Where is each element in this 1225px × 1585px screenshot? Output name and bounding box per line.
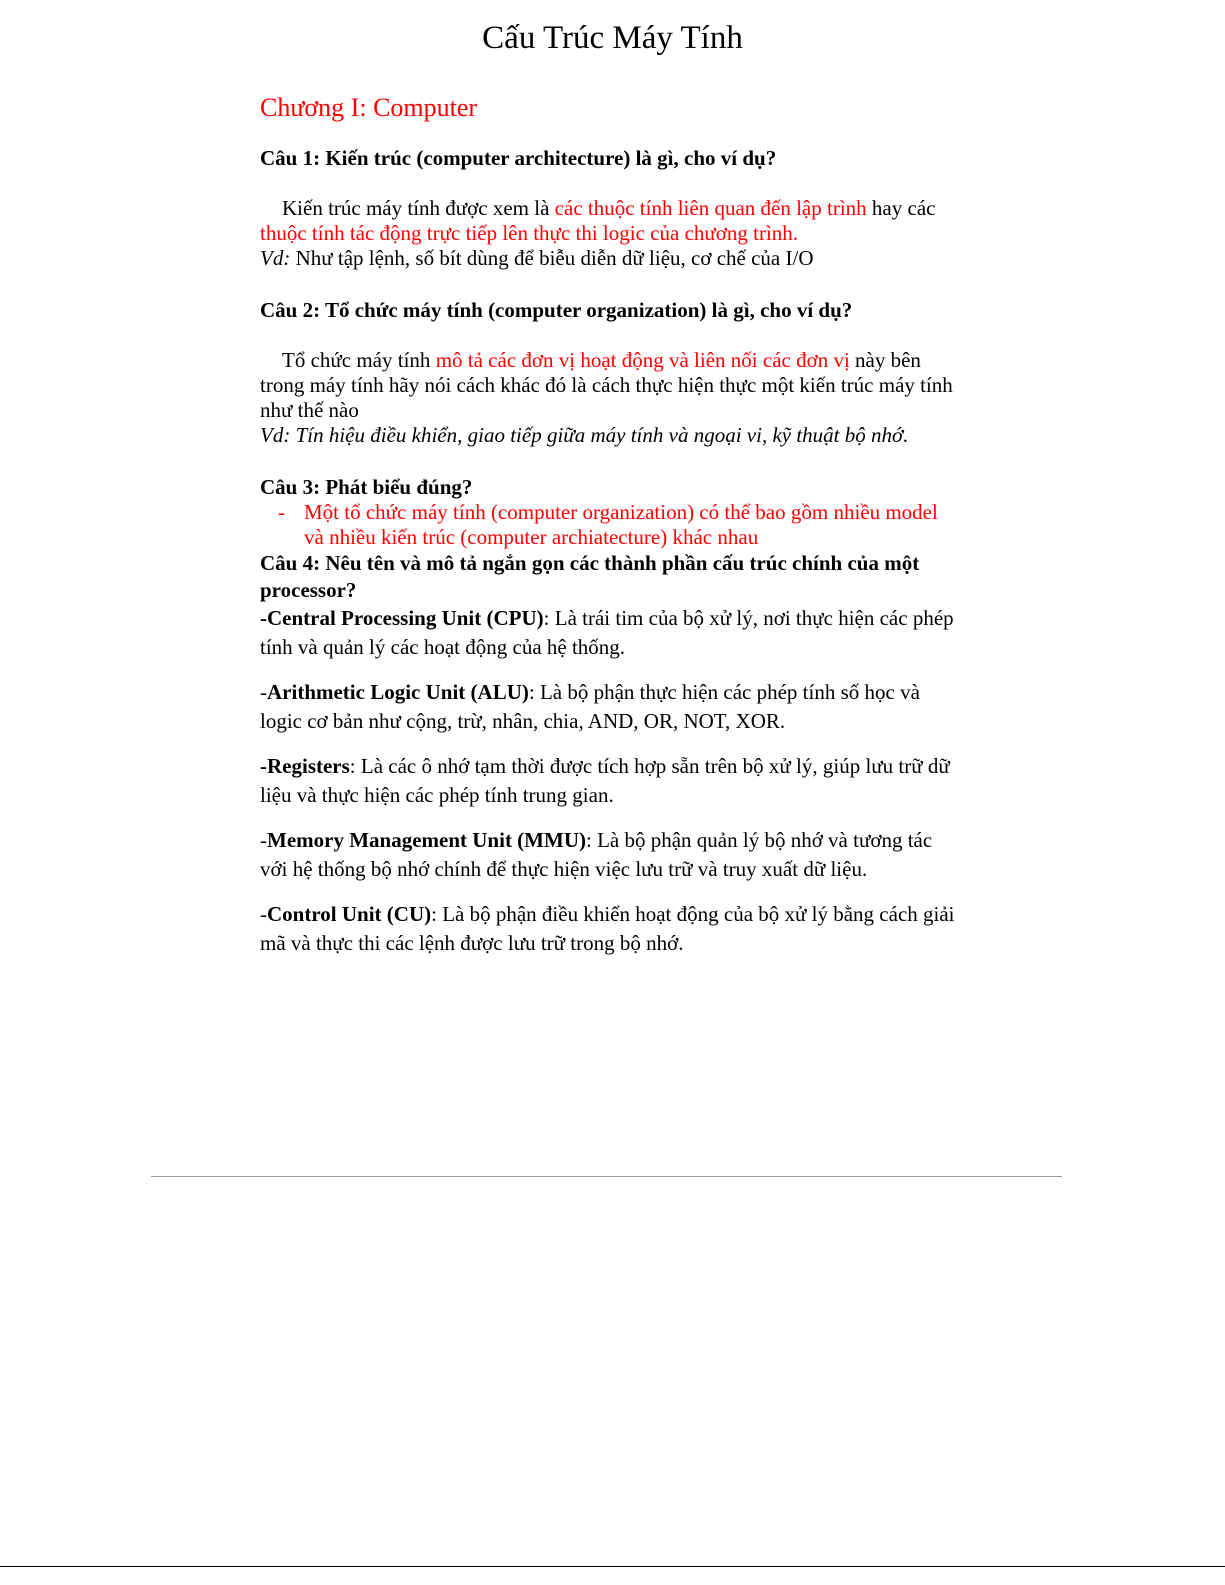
example-2: Vd: Tín hiệu điều khiển, giao tiếp giữa máy tính và ngoại vi, kỹ thuật bộ nhớ. [260, 423, 909, 447]
answer-1-highlight: các thuộc tính liên quan đến lập trình [554, 196, 867, 220]
question-1: Câu 1: Kiến trúc (computer architecture) là gì, cho ví dụ? [260, 146, 777, 170]
component-mmu-name: Memory Management Unit (MMU) [267, 828, 586, 852]
component-cu [260, 900, 960, 958]
component-alu [260, 678, 960, 736]
question-2: Câu 2: Tổ chức máy tính (computer organization) là gì, cho ví dụ? [260, 298, 853, 322]
answer-2 [260, 348, 960, 423]
component-cu-desc: : Là bộ phận điều khiển hoạt động của bộ xử lý bằng cách giải mã và thực thi các lệnh được lưu trữ trong bộ nhớ. [260, 902, 955, 955]
answer-1-text: Kiến trúc máy tính được xem là [282, 196, 555, 220]
example-1 [260, 246, 960, 271]
component-alu-name: Arithmetic Logic Unit (ALU) [267, 680, 529, 704]
answer-2-text: Tổ chức máy tính [282, 348, 436, 372]
example-1-label: Vd: [260, 246, 291, 270]
page-title: Cấu Trúc Máy Tính [482, 20, 743, 56]
question-4: Câu 4: Nêu tên và mô tả ngắn gọn các thành phần cấu trúc chính của một processor? [260, 551, 920, 602]
answer-1 [260, 196, 960, 246]
answer-1-text-cont: hay các [866, 196, 936, 220]
component-alu-prefix: - [260, 680, 267, 704]
component-registers-name: -Registers [260, 754, 350, 778]
question-3: Câu 3: Phát biểu đúng? [260, 475, 473, 499]
chapter-heading: Chương I: Computer [260, 93, 478, 122]
answer-2-text-cont: này bên trong máy tính hãy nói cách khác đó là cách thực hiện thực một kiến trúc máy tính như thế nào [260, 348, 953, 422]
answer-1-highlight-2: thuộc tính tác động trực tiếp lên thực thi logic của chương trình. [260, 221, 799, 245]
document-body [260, 92, 960, 974]
example-1-text: Như tập lệnh, số bít dùng để biễu diễn dữ liệu, cơ chế của I/O [290, 246, 814, 270]
answer-3-bullet [260, 500, 960, 550]
component-alu-desc: : Là bộ phận thực hiện các phép tính số học và logic cơ bản như cộng, trừ, nhân, chia, AND, OR, NOT, XOR. [260, 680, 920, 733]
component-mmu-prefix: - [260, 828, 267, 852]
bullet-dash: - [278, 500, 285, 524]
component-mmu [260, 826, 960, 884]
component-cpu-desc: : Là trái tim của bộ xử lý, nơi thực hiện các phép tính và quản lý các hoạt động của hệ thống. [260, 606, 954, 659]
page-divider [151, 1176, 1062, 1177]
component-cu-name: Control Unit (CU) [267, 902, 432, 926]
component-cpu-name: -Central Processing Unit (CPU) [260, 606, 544, 630]
component-cu-prefix: - [260, 902, 267, 926]
component-registers [260, 752, 960, 810]
component-cpu [260, 604, 960, 662]
component-mmu-desc: : Là bộ phận quản lý bộ nhớ và tương tác với hệ thống bộ nhớ chính để thực hiện việc lưu trữ và truy xuất dữ liệu. [260, 828, 933, 881]
answer-2-highlight: mô tả các đơn vị hoạt động và liên nối các đơn vị [435, 348, 850, 372]
bottom-border [0, 1566, 1225, 1567]
component-registers-desc: : Là các ô nhớ tạm thời được tích hợp sẵn trên bộ xử lý, giúp lưu trữ dữ liệu và thực hiện các phép tính trung gian. [260, 754, 950, 807]
bullet-text: Một tổ chức máy tính (computer organization) có thể bao gồm nhiều model và nhiều kiến trúc (computer archiatecture) khác nhau [304, 500, 938, 549]
